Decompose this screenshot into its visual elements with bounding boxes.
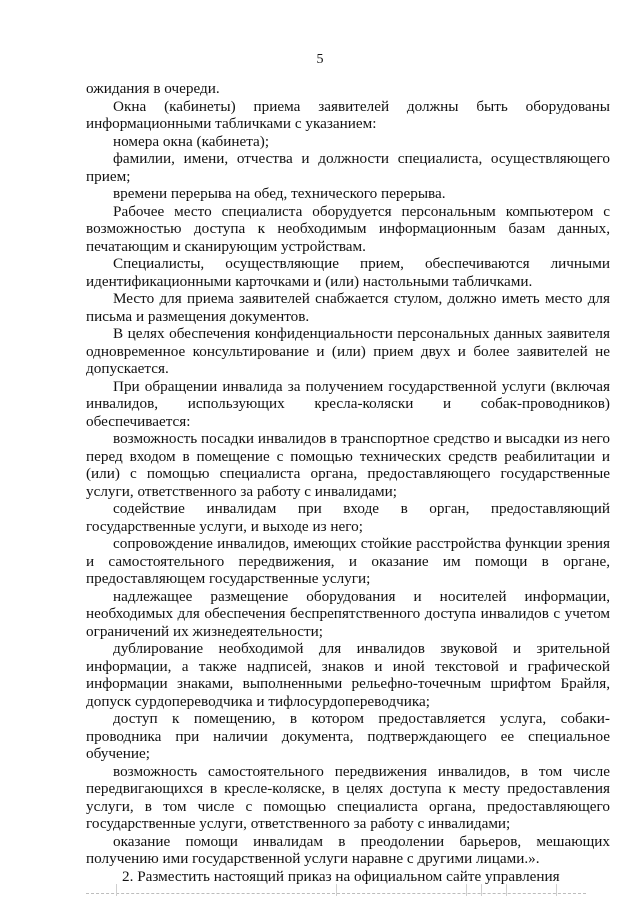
- paragraph-workplace: Рабочее место специалиста оборудуется персональным компьютером с возможностью доступа к необходимым информационным базам данных, печатающим и сканирующим устройствам.: [86, 202, 610, 255]
- paragraph-item-2: 2. Разместить настоящий приказ на официальном сайте управления: [122, 867, 560, 885]
- paragraph-id-cards: Специалисты, осуществляющие прием, обеспечиваются личными идентификационными карточками и (или) настольными табличками.: [86, 255, 610, 290]
- paragraph-transport-assistance: возможность посадки инвалидов в транспортное средство и высадки из него перед входом в помещение с помощью технических средств реабилитации и (или) с помощью специалиста органа, предоставляющего государственные услуги, ответственного за работу с инвалидами;: [86, 430, 610, 500]
- paragraph-break-time: времени перерыва на обед, технического перерыва.: [113, 185, 446, 202]
- paragraph-window-signs: Окна (кабинеты) приема заявителей должны быть оборудованы информационными табличками с указанием:: [86, 97, 610, 132]
- document-body: [86, 80, 610, 885]
- paragraph-information-duplication: дублирование необходимой для инвалидов звуковой и зрительной информации, а также надписей, знаков и иной текстовой и графической информации знаками, выполненными рельефно-точечным шрифтом Брайля, допуск сурдопереводчика и тифлосурдопереводчика;: [86, 640, 610, 710]
- paragraph-independent-movement: возможность самостоятельного передвижения инвалидов, в том числе передвигающихся в кресле-коляске, в целях доступа к месту предоставления услуги, в том числе с помощью специалиста органа, предоставляющего государственные услуги, ответственного за работу с инвалидами;: [86, 762, 610, 832]
- footer-scan-marks: [86, 884, 586, 896]
- paragraph-escort: сопровождение инвалидов, имеющих стойкие расстройства функции зрения и самостоятельного передвижения, и оказание им помощи в органе, предоставляющем государственные услуги;: [86, 535, 610, 587]
- paragraph-window-number: номера окна (кабинета);: [113, 132, 270, 150]
- paragraph-seating: Место для приема заявителей снабжается стулом, должно иметь место для письма и размещения документов.: [86, 290, 610, 325]
- paragraph-entry-assistance: содействие инвалидам при входе в орган, предоставляющий государственные услуги, и выходе из него;: [86, 500, 610, 535]
- paragraph-equipment-placement: надлежащее размещение оборудования и носителей информации, необходимых для обеспечения беспрепятственного доступа инвалидов с учетом ограничений их жизнедеятельности;: [86, 587, 610, 640]
- paragraph-specialist-name: фамилии, имени, отчества и должности специалиста, осуществляющего прием;: [86, 150, 610, 185]
- paragraph-barrier-assistance: оказание помощи инвалидам в преодолении барьеров, мешающих получению ими государственной услуги наравне с другими лицами.».: [86, 832, 610, 867]
- paragraph-disabled-access-intro: При обращении инвалида за получением государственной услуги (включая инвалидов, использующих кресла-коляски и собак-проводников) обеспечивается:: [86, 377, 610, 430]
- page-number: 5: [316, 52, 324, 67]
- paragraph-continuation: ожидания в очереди.: [86, 80, 220, 97]
- paragraph-confidentiality: В целях обеспечения конфиденциальности персональных данных заявителя одновременное консультирование и (или) прием двух и более заявителей не допускается.: [86, 325, 610, 377]
- paragraph-guide-dog-access: доступ к помещению, в котором предоставляется услуга, собаки-проводника при наличии документа, подтверждающего ее специальное обучение;: [86, 710, 610, 762]
